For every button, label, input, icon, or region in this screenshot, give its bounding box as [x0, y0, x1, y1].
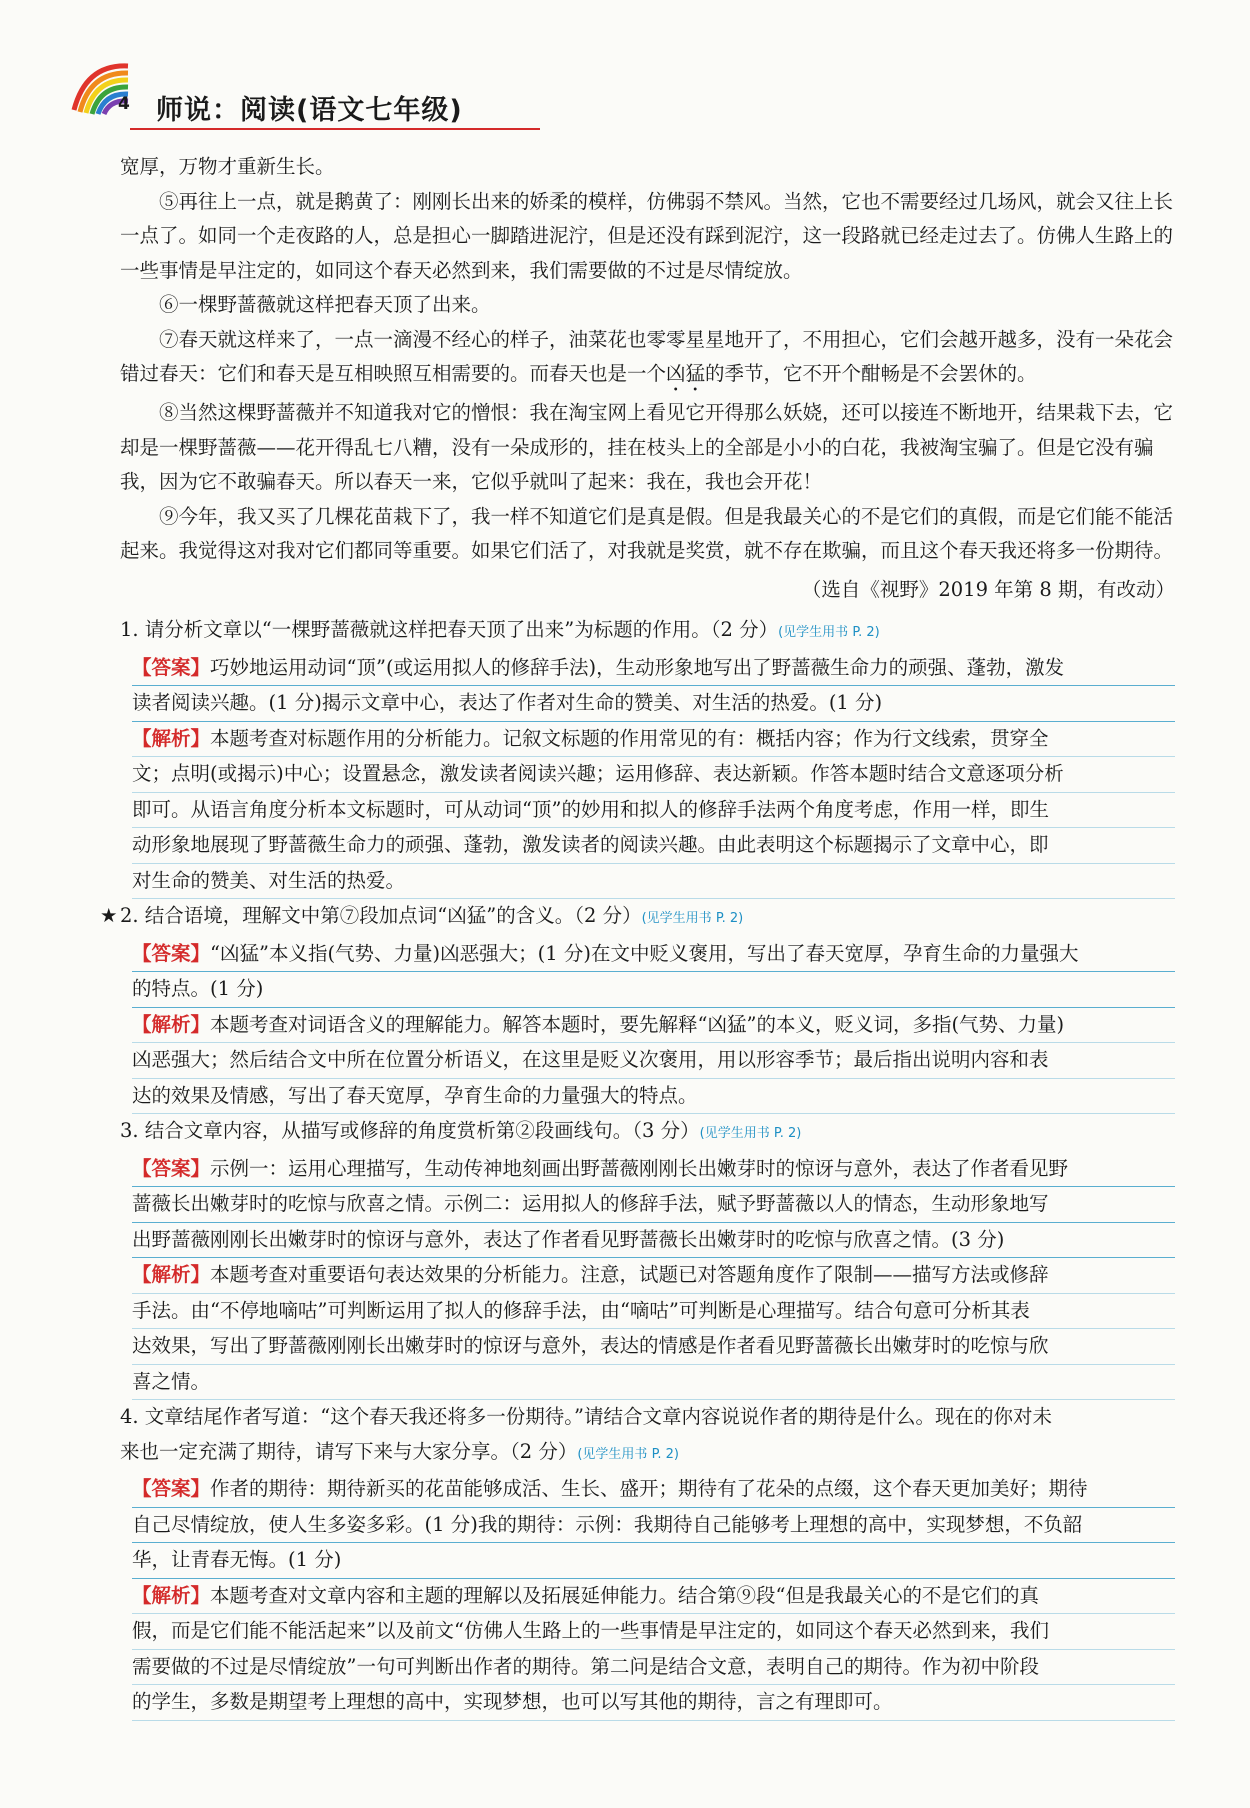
book-reference: (见学生用书 P. 2) — [778, 625, 880, 640]
question-stem-text: 3. 结合文章内容，从描写或修辞的角度赏析第②段画线句。（3 分） — [120, 1119, 700, 1142]
book-title: 师说：阅读(语文七年级) — [156, 95, 463, 126]
question-stem-text: 1. 请分析文章以“一棵野蔷薇就这样把春天顶了出来”为标题的作用。（2 分） — [120, 618, 779, 641]
analysis-block — [120, 1579, 1175, 1721]
analysis-line: 达的效果及情感，写出了春天宽厚，孕育生命的力量强大的特点。 — [132, 1079, 1175, 1115]
question-stem — [100, 899, 1175, 937]
answer-line — [132, 686, 1175, 722]
answer-block — [120, 651, 1175, 722]
star-icon: ★ — [100, 904, 118, 927]
analysis-line: 喜之情。 — [132, 1365, 1175, 1401]
answer-block — [120, 1152, 1175, 1259]
analysis-text: 本题考查对标题作用的分析能力。记叙文标题的作用常见的有：概括内容；作为行文线索，贯穿全 — [210, 726, 1049, 750]
answer-line: 出野蔷薇刚刚长出嫩芽时的惊讶与意外，表达了作者看见野蔷薇长出嫩芽时的吃惊与欣喜之情。(3 分) — [132, 1223, 1175, 1259]
analysis-line: 假，而是它们能不能活起来”以及前文“仿佛人生路上的一些事情是早注定的，如同这个春天必然到来，我们 — [132, 1614, 1175, 1650]
analysis-line: 的学生，多数是期望考上理想的高中，实现梦想，也可以写其他的期待，言之有理即可。 — [132, 1685, 1175, 1721]
answer-line: 自己尽情绽放，使人生多姿多彩。(1 分)我的期待：示例：我期待自己能够考上理想的高中，实现梦想，不负韶 — [132, 1508, 1175, 1544]
analysis-text: 本题考查对词语含义的理解能力。解答本题时，要先解释“凶猛”的本义，贬义词，多指(气势、力量) — [210, 1012, 1065, 1036]
answer-line: 蔷薇长出嫩芽时的吃惊与欣喜之情。示例二：运用拟人的修辞手法，赋予野蔷薇以人的情态，生动形象地写 — [132, 1187, 1175, 1223]
analysis-line — [132, 1258, 1175, 1294]
answer-line: 华，让青春无悔。(1 分) — [132, 1543, 1175, 1579]
answer-label: 【答案】 — [132, 655, 211, 679]
analysis-line: 动形象地展现了野蔷薇生命力的顽强、蓬勃，激发读者的阅读兴趣。由此表明这个标题揭示了文章中心，即 — [132, 828, 1175, 864]
analysis-line: 文；点明(或揭示)中心；设置悬念，激发读者阅读兴趣；运用修辞、表达新颖。作答本题时结合文意逐项分析 — [132, 757, 1175, 793]
analysis-label: 【解析】 — [132, 1263, 211, 1286]
question-4 — [120, 1400, 1175, 1721]
analysis-line — [132, 1008, 1175, 1044]
book-reference: (见学生用书 P. 2) — [577, 1446, 679, 1462]
answer-text: 巧妙地运用动词“顶”(或运用拟人的修辞手法)，生动形象地写出了野蔷薇生命力的顽强、蓬勃，激发 — [210, 655, 1065, 679]
question-stem-text: 2. 结合语境，理解文中第⑦段加点词“凶猛”的含义。（2 分） — [120, 904, 642, 927]
answer-line — [132, 651, 1175, 687]
analysis-line: 手法。由“不停地嘀咕”可判断运用了拟人的修辞手法，由“嘀咕”可判断是心理描写。结合句意可分析其表 — [132, 1294, 1175, 1330]
question-stem-text: 来也一定充满了期待，请写下来与大家分享。（2 分） — [120, 1439, 578, 1463]
question-stem — [120, 613, 1175, 651]
passage-paragraph-5: ⑤再往上一点，就是鹅黄了：刚刚长出来的娇柔的模样，仿佛弱不禁风。当然，它也不需要经过几场风，就会又往上长一点了。如同一个走夜路的人，总是担心一脚踏进泥泞，但是还没有踩到泥泞，这一段路就已经走过去了。仿佛人生路上的一些事情是早注定的，如同这个春天必然到来，我们需要做的不过是尽情绽放。 — [120, 189, 1174, 282]
question-3 — [120, 1114, 1175, 1400]
passage-paragraph-7 — [120, 323, 1175, 397]
passage-paragraph-8: ⑧当然这棵野蔷薇并不知道我对它的憎恨：我在淘宝网上看见它开得那么妖娆，还可以接连不断地开，结果栽下去，它却是一棵野蔷薇——花开得乱七八糟，没有一朵成形的，挂在枝头上的全部是小小的白花，我被淘宝骗了。但是它没有骗我，因为它不敢骗春天。所以春天一来，它似乎就叫了起来：我在，我也会开花！ — [120, 401, 1174, 493]
passage-continuation: 宽厚，万物才重新生长。 — [120, 155, 335, 178]
page-content — [100, 150, 1175, 1721]
question-2 — [100, 899, 1175, 1114]
analysis-block — [120, 1008, 1175, 1115]
analysis-text: 本题考查对重要语句表达效果的分析能力。注意，试题已对答题角度作了限制——描写方法或修辞 — [210, 1263, 1049, 1286]
question-stem: 4. 文章结尾作者写道：“这个春天我还将多一份期待。”请结合文章内容说说作者的期待是什么。现在的你对未 — [120, 1405, 1052, 1428]
analysis-label: 【解析】 — [132, 1012, 211, 1036]
analysis-block — [120, 722, 1175, 900]
analysis-line: 即可。从语言角度分析本文标题时，可从动词“顶”的妙用和拟人的修辞手法两个角度考虑，作用一样，即生 — [132, 793, 1175, 829]
answer-text: 示例一：运用心理描写，生动传神地刻画出野蔷薇刚刚长出嫩芽时的惊讶与意外，表达了作者看见野 — [210, 1156, 1069, 1180]
page-header — [70, 58, 470, 130]
analysis-text: 本题考查对文章内容和主题的理解以及拓展延伸能力。结合第⑨段“但是我最关心的不是它们的真 — [210, 1583, 1039, 1607]
analysis-line: 达效果，写出了野蔷薇刚刚长出嫩芽时的惊讶与意外，表达的情感是作者看见野蔷薇长出嫩芽时的吃惊与欣 — [132, 1329, 1175, 1365]
passage-source: （选自《视野》2019 年第 8 期，有改动） — [801, 577, 1175, 601]
p7-text-b: 的季节，它不开个酣畅是不会罢休的。 — [705, 362, 1037, 385]
emphasized-word: 凶猛 — [666, 362, 706, 385]
analysis-line: 对生命的赞美、对生活的热爱。 — [132, 864, 1175, 900]
answer-text: 作者的期待：期待新买的花苗能够成活、生长、盛开；期待有了花朵的点缀，这个春天更加美好；期待 — [210, 1477, 1088, 1500]
passage-paragraph-9: ⑨今年，我又买了几棵花苗栽下了，我一样不知道它们是真是假。但是我最关心的不是它们的真假，而是它们能不能活起来。我觉得这对我对它们都同等重要。如果它们活了，对我就是奖赏，就不存在欺骗，而且这个春天我还将多一份期待。 — [120, 504, 1174, 562]
answer-label: 【答案】 — [132, 1477, 211, 1500]
book-reference: (见学生用书 P. 2) — [699, 1126, 802, 1141]
header-rule — [130, 128, 540, 130]
analysis-line — [132, 1579, 1175, 1615]
analysis-line: 凶恶强大；然后结合文中所在位置分析语义，在这里是贬义次褒用，用以形容季节；最后指出说明内容和表 — [132, 1043, 1175, 1079]
analysis-label: 【解析】 — [132, 1583, 211, 1607]
question-stem — [120, 1435, 1175, 1473]
analysis-line — [132, 722, 1175, 758]
answer-block — [120, 937, 1175, 1008]
answer-line — [132, 1152, 1175, 1188]
passage-paragraph-6: ⑥一棵野蔷薇就这样把春天顶了出来。 — [159, 293, 491, 316]
answer-label: 【答案】 — [132, 941, 211, 965]
book-reference: (见学生用书 P. 2) — [641, 911, 744, 926]
analysis-block — [120, 1258, 1175, 1400]
analysis-line: 需要做的不过是尽情绽放”一句可判断出作者的期待。第二问是结合文意，表明自己的期待。作为初中阶段 — [132, 1650, 1175, 1686]
question-stem — [120, 1114, 1175, 1152]
answer-text: 读者阅读兴趣。(1 分)揭示文章中心，表达了作者对生命的赞美、对生活的热爱。(1 分) — [132, 691, 883, 714]
answer-block — [120, 1472, 1175, 1579]
answer-line — [132, 937, 1175, 973]
answer-line — [132, 1472, 1175, 1508]
answer-line: 的特点。(1 分) — [132, 972, 1175, 1008]
question-1 — [120, 613, 1175, 899]
analysis-label: 【解析】 — [132, 726, 211, 750]
answer-label: 【答案】 — [132, 1156, 211, 1180]
p7-text-a: ⑦春天就这样来了，一点一滴漫不经心的样子，油菜花也零零星星地开了，不用担心，它们会越开越多，没有一朵花会错过春天：它们和春天是互相映照互相需要的。而春天也是一个 — [120, 327, 1174, 385]
answer-text: “凶猛”本义指(气势、力量)凶恶强大；(1 分)在文中贬义褒用，写出了春天宽厚，孕育生命的力量强大 — [210, 941, 1079, 965]
page-number: 4 — [118, 94, 130, 114]
